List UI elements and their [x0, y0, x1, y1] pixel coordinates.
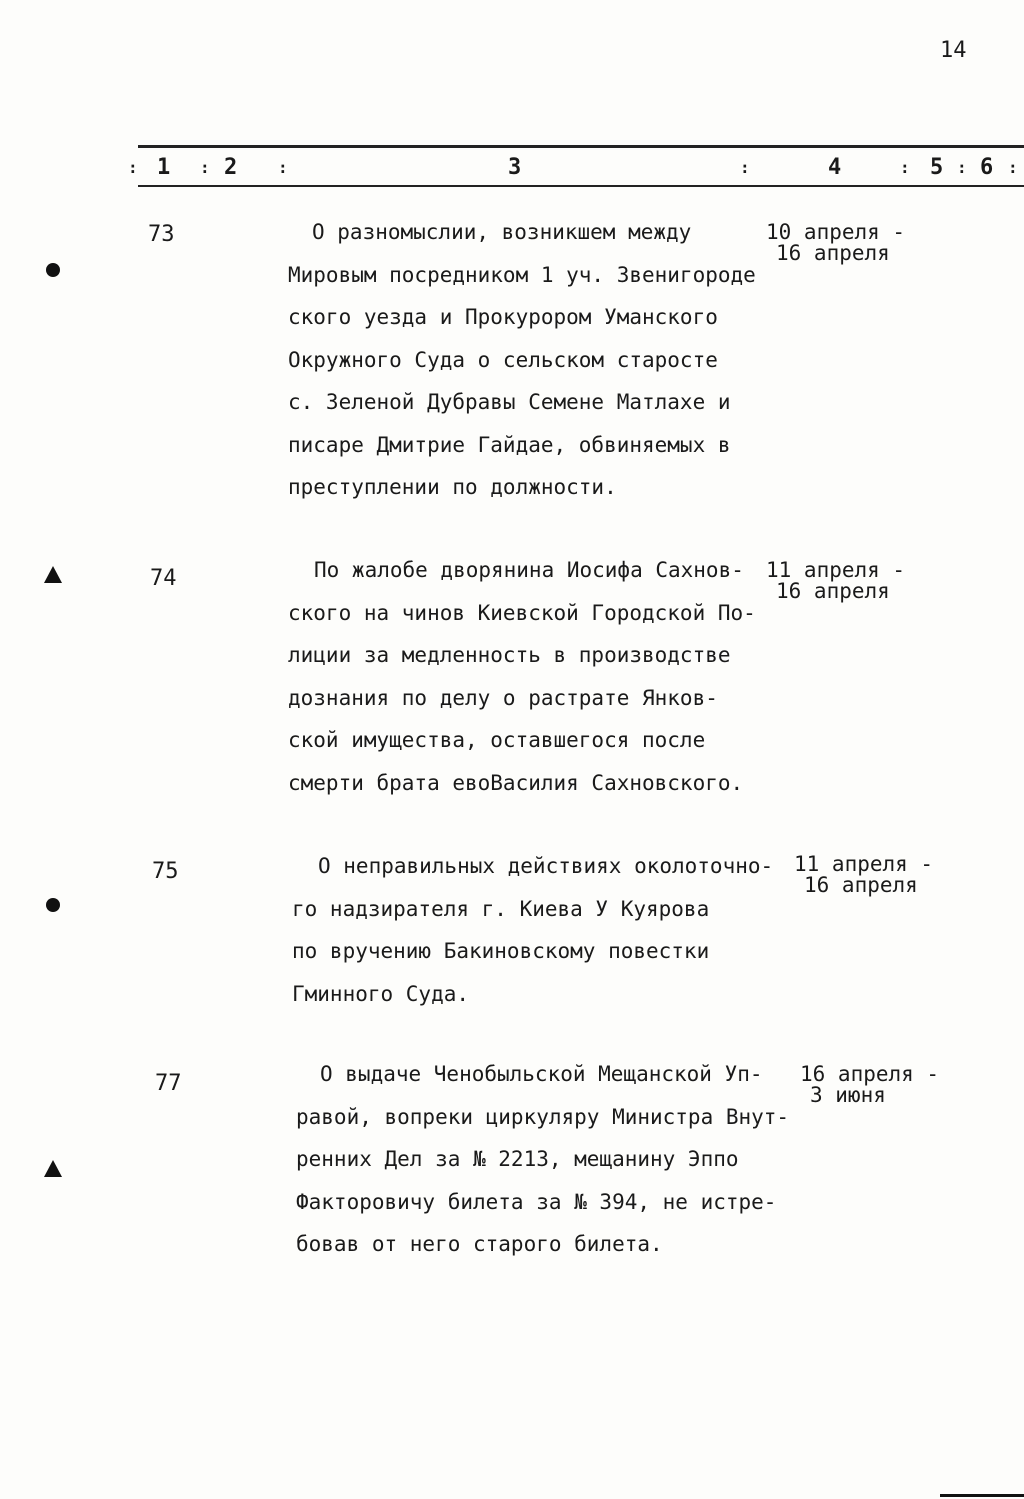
- date-end: 16 апреля: [804, 873, 918, 897]
- column-5-header: 5: [930, 155, 944, 180]
- date-end: 16 апреля: [776, 241, 890, 265]
- entry-description: [288, 211, 788, 509]
- entry-number: 74: [150, 566, 177, 591]
- entry-line: бовав от него старого билета.: [296, 1232, 663, 1256]
- entry-date-range: [766, 560, 905, 602]
- entry-line: ской имущества, оставшегося после: [288, 728, 706, 752]
- column-separator: :: [128, 158, 138, 177]
- column-separator: :: [1008, 158, 1018, 177]
- binder-hole-mark: [44, 566, 62, 583]
- entry-line: Окружного Суда о сельском старосте: [288, 347, 718, 372]
- entry-line: по вручению Бакиновскому повестки: [292, 939, 710, 963]
- entry-number: 77: [155, 1071, 182, 1096]
- column-separator: :: [740, 158, 750, 177]
- entry-date-range: [800, 1064, 939, 1106]
- page-number: 14: [940, 38, 967, 63]
- column-3-header: 3: [508, 155, 522, 180]
- entry-line: ского уезда и Прокурором Уманского: [288, 305, 718, 329]
- column-separator: :: [900, 158, 910, 177]
- entry-line: ренних Дел за № 2213, мещанину Эппо: [296, 1147, 739, 1171]
- header-rule-bottom: [138, 185, 1024, 187]
- entry-line: дознания по делу о растрате Янков-: [288, 685, 718, 710]
- column-separator: :: [957, 158, 967, 177]
- date-start: 16 апреля -: [800, 1062, 940, 1086]
- entry-line: смерти брата евоВасилия Сахновского.: [288, 770, 744, 795]
- binder-hole-mark: [44, 1160, 62, 1177]
- entry-date-range: [794, 854, 933, 896]
- entry-line: Мировым посредником 1 уч. Звенигороде: [288, 262, 756, 287]
- entry-line: Факторовичу билета за № 394, не истре-: [296, 1189, 777, 1214]
- entry-description: [288, 845, 788, 1015]
- column-1-header: 1: [157, 155, 171, 180]
- date-start: 11 апреля -: [766, 558, 906, 582]
- entry-number: 75: [152, 859, 179, 884]
- binder-hole-mark: [46, 898, 60, 912]
- column-6-header: 6: [980, 155, 994, 180]
- entry-date-range: [766, 222, 905, 264]
- entry-line: писаре Дмитрие Гайдае, обвиняемых в: [288, 432, 731, 457]
- column-separator: :: [278, 158, 288, 177]
- entry-description: [288, 549, 788, 804]
- entry-line: ского на чинов Киевской Городской По-: [288, 600, 756, 625]
- date-end: 16 апреля: [776, 579, 890, 603]
- binder-hole-mark: [46, 263, 60, 277]
- entry-line: го надзирателя г. Киева У Куярова: [292, 896, 710, 921]
- entry-line: преступлении по должности.: [288, 475, 617, 499]
- bottom-edge-rule: [940, 1494, 1024, 1497]
- entry-description: [288, 1053, 788, 1266]
- column-4-header: 4: [828, 155, 842, 180]
- entry-line: О выдаче Ченобыльской Мещанской Уп-: [320, 1062, 763, 1086]
- entry-line: По жалобе дворянина Иосифа Сахнов-: [314, 558, 744, 582]
- entry-line: с. Зеленой Дубравы Семене Матлахе и: [288, 390, 731, 414]
- header-rule-top: [138, 145, 1024, 148]
- entry-line: О разномыслии, возникшем между: [312, 220, 692, 244]
- date-start: 11 апреля -: [794, 852, 934, 876]
- date-start: 10 апреля -: [766, 220, 906, 244]
- entry-line: лиции за медленность в производстве: [288, 643, 731, 667]
- entry-line: Гминного Суда.: [292, 981, 470, 1006]
- date-end: 3 июня: [810, 1083, 886, 1107]
- column-2-header: 2: [224, 155, 238, 180]
- entry-number: 73: [148, 222, 175, 247]
- column-separator: :: [200, 158, 210, 177]
- entry-line: О неправильных действиях околоточно-: [318, 854, 774, 878]
- entry-line: равой, вопреки циркуляру Министра Внут-: [296, 1104, 790, 1129]
